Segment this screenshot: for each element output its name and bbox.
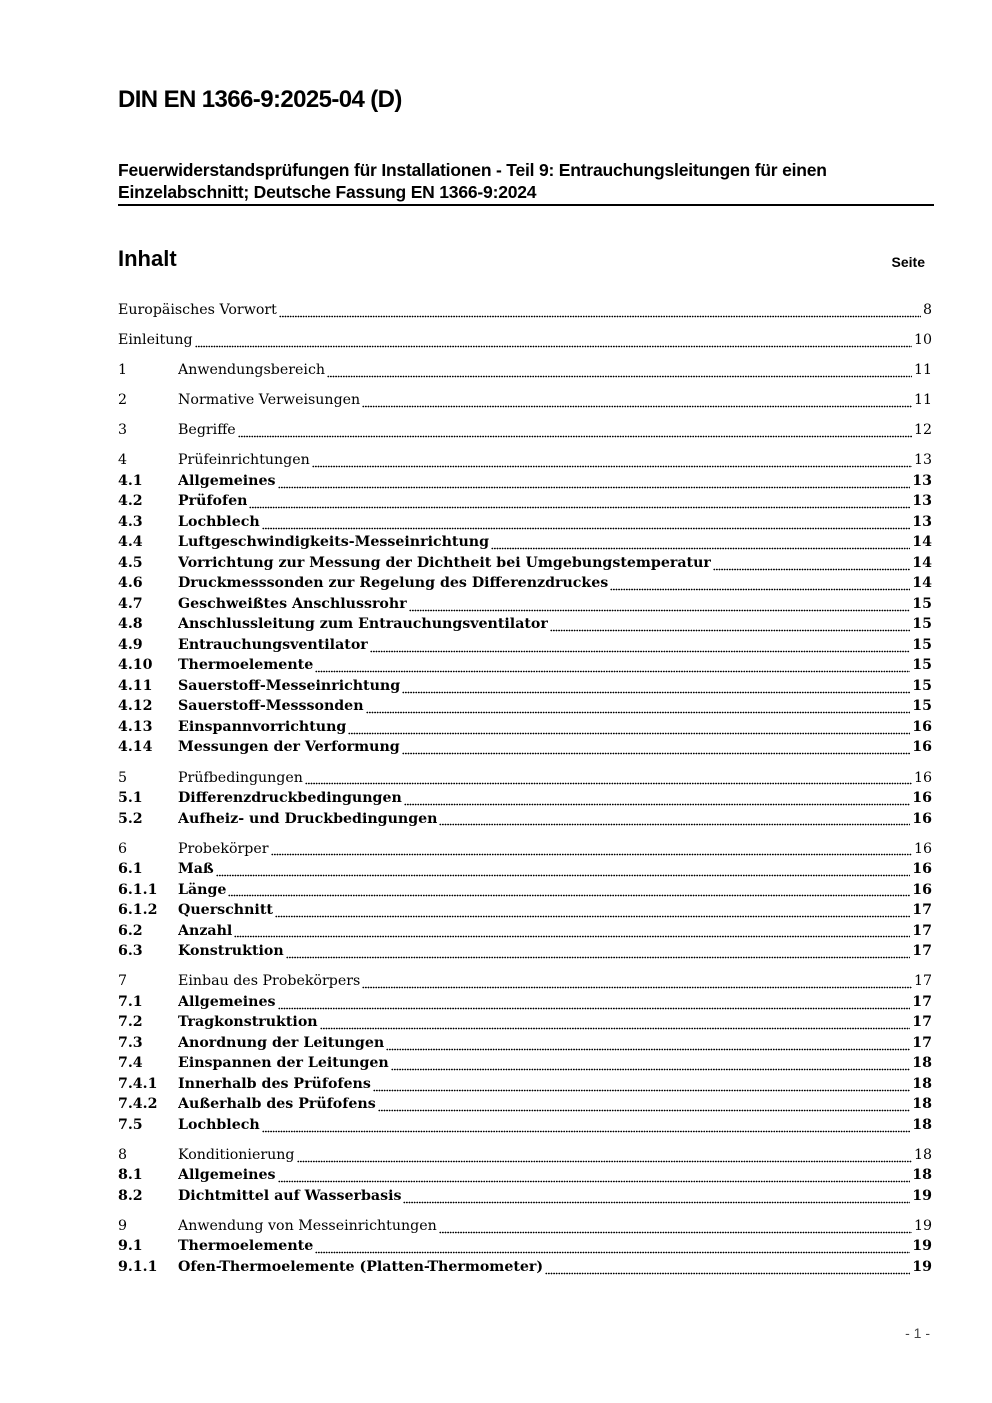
toc-dot-leader xyxy=(391,1053,911,1074)
toc-entry-line xyxy=(178,491,932,512)
toc-entry-title: Allgemeines xyxy=(178,1167,276,1184)
title-divider xyxy=(118,204,934,206)
toc-entry-number: 4.14 xyxy=(118,739,153,756)
toc-entry-title: Probekörper xyxy=(178,840,269,857)
toc-entry-line xyxy=(178,1074,932,1095)
toc-entry[interactable] xyxy=(118,1257,932,1278)
toc-dot-leader xyxy=(315,1236,910,1257)
toc-entry-page: 14 xyxy=(912,534,932,551)
toc-entry[interactable] xyxy=(118,768,932,789)
toc-entry-page: 11 xyxy=(913,392,932,409)
toc-entry-title: Einspannen der Leitungen xyxy=(178,1055,389,1072)
toc-dot-leader xyxy=(370,635,910,656)
toc-entry-number: 5.2 xyxy=(118,810,143,827)
toc-entry-number: 8.1 xyxy=(118,1167,143,1184)
toc-entry[interactable] xyxy=(118,1033,932,1054)
toc-entry-page: 17 xyxy=(912,922,932,939)
toc-entry-line xyxy=(178,717,932,738)
toc-entry[interactable] xyxy=(118,1115,932,1136)
toc-dot-leader xyxy=(373,1074,910,1095)
toc-entry-number: 4.9 xyxy=(118,636,143,653)
toc-dot-leader xyxy=(234,921,910,942)
toc-dot-leader xyxy=(312,450,912,471)
toc-entry-title: Lochblech xyxy=(178,1116,260,1133)
toc-entry-title: Europäisches Vorwort xyxy=(118,302,277,318)
toc-entry[interactable] xyxy=(118,717,932,738)
toc-entry-number: 8.2 xyxy=(118,1187,143,1204)
toc-entry-page: 18 xyxy=(912,1116,932,1133)
toc-entry[interactable] xyxy=(118,573,932,594)
toc-dot-leader xyxy=(545,1257,910,1278)
toc-entry-title: Anzahl xyxy=(178,922,233,939)
toc-entry-page: 17 xyxy=(912,902,932,919)
toc-dot-leader xyxy=(249,491,910,512)
toc-entry-number: 9.1.1 xyxy=(118,1258,158,1275)
toc-entry-page: 18 xyxy=(912,1055,932,1072)
toc-entry[interactable] xyxy=(118,635,932,656)
toc-entry-number: 4.10 xyxy=(118,657,153,674)
toc-entry-line xyxy=(178,450,932,471)
toc-entry[interactable] xyxy=(118,809,932,830)
toc-entry-title: Allgemeines xyxy=(178,472,276,489)
toc-entry[interactable] xyxy=(118,839,932,860)
toc-entry-number: 6.3 xyxy=(118,943,143,960)
toc-entry-page: 19 xyxy=(912,1187,932,1204)
toc-dot-leader xyxy=(366,696,911,717)
toc-entry-number: 6.1 xyxy=(118,861,143,878)
toc-entry-number: 6.1.2 xyxy=(118,902,158,919)
toc-entry[interactable] xyxy=(118,655,932,676)
toc-entry[interactable] xyxy=(118,594,932,615)
toc-entry-line xyxy=(178,390,932,411)
toc-entry-number: 4.13 xyxy=(118,718,153,735)
toc-entry-line xyxy=(178,839,932,860)
toc-dot-leader xyxy=(378,1094,911,1115)
toc-entry-title: Anwendung von Messeinrichtungen xyxy=(178,1217,437,1234)
toc-entry-page: 10 xyxy=(913,332,932,349)
toc-entry-number: 9 xyxy=(118,1217,128,1234)
toc-entry-title: Lochblech xyxy=(178,513,260,530)
document-title: DIN EN 1366-9:2025-04 (D) xyxy=(118,86,402,113)
toc-dot-leader xyxy=(327,360,912,381)
toc-entry-line xyxy=(178,941,932,962)
toc-entry[interactable] xyxy=(118,1186,932,1207)
toc-entry-line xyxy=(178,788,932,809)
page-number: - 1 - xyxy=(905,1325,930,1341)
toc-entry-page: 15 xyxy=(912,657,932,674)
toc-entry-title: Thermoelemente xyxy=(178,1238,314,1255)
toc-entry-title: Konstruktion xyxy=(178,943,284,960)
toc-entry-title: Einleitung xyxy=(118,332,193,349)
toc-entry-line xyxy=(178,921,932,942)
toc-entry-page: 15 xyxy=(912,698,932,715)
toc-entry[interactable] xyxy=(118,737,932,758)
toc-entry-number: 7.4.2 xyxy=(118,1096,158,1113)
toc-entry-line xyxy=(178,696,932,717)
toc-entry[interactable] xyxy=(118,1094,932,1115)
toc-entry[interactable] xyxy=(118,491,932,512)
toc-entry-line xyxy=(178,594,932,615)
toc-entry[interactable] xyxy=(118,880,932,901)
toc-entry-number: 7.5 xyxy=(118,1116,143,1133)
toc-entry-page: 16 xyxy=(912,810,932,827)
toc-entry-number: 5 xyxy=(118,769,128,786)
toc-entry-title: Ofen-Thermoelemente (Platten-Thermometer) xyxy=(178,1258,544,1275)
toc-entry-page: 16 xyxy=(912,739,932,756)
toc-dot-leader xyxy=(278,992,911,1013)
toc-entry-title: Prüfofen xyxy=(178,493,248,510)
toc-entry-title: Einbau des Probekörpers xyxy=(178,973,361,990)
toc-entry[interactable] xyxy=(118,788,932,809)
toc-entry-page: 14 xyxy=(912,554,932,571)
toc-entry-line xyxy=(178,512,932,533)
toc-dot-leader xyxy=(286,941,911,962)
toc-dot-leader xyxy=(403,1186,910,1207)
toc-entry-page: 14 xyxy=(912,575,932,592)
toc-dot-leader xyxy=(491,532,910,553)
toc-entry-number: 4.2 xyxy=(118,493,143,510)
toc-entry-page: 13 xyxy=(912,513,932,530)
toc-entry-title: Außerhalb des Prüfofens xyxy=(178,1096,376,1113)
toc-entry-page: 18 xyxy=(912,1167,932,1184)
toc-dot-leader xyxy=(305,768,912,789)
toc-dot-leader xyxy=(262,1115,911,1136)
toc-entry-number: 6.1.1 xyxy=(118,881,158,898)
toc-entry-line xyxy=(118,330,932,351)
toc-entry-title: Prüfeinrichtungen xyxy=(178,452,310,469)
toc-entry[interactable] xyxy=(118,1145,932,1166)
toc-entry-number: 7.4 xyxy=(118,1055,143,1072)
toc-entry-page: 19 xyxy=(912,1238,932,1255)
toc-entry-title: Anordnung der Leitungen xyxy=(178,1034,385,1051)
toc-entry-line xyxy=(178,1033,932,1054)
toc-dot-leader xyxy=(228,880,910,901)
toc-entry-title: Geschweißtes Anschlussrohr xyxy=(178,595,407,612)
toc-entry-line xyxy=(178,573,932,594)
toc-entry-title: Anwendungsbereich xyxy=(178,362,326,379)
toc-entry-number: 4.8 xyxy=(118,616,143,633)
toc-entry[interactable] xyxy=(118,900,932,921)
toc-entry-number: 6.2 xyxy=(118,922,143,939)
toc-dot-leader xyxy=(238,420,912,441)
toc-dot-leader xyxy=(362,971,912,992)
toc-entry-number: 4 xyxy=(118,452,128,469)
table-of-contents xyxy=(118,300,932,1277)
toc-entry-number: 7.3 xyxy=(118,1034,143,1051)
toc-entry-number: 4.1 xyxy=(118,472,143,489)
toc-entry-title: Vorrichtung zur Messung der Dichtheit bei Umgebungstemperatur xyxy=(178,554,711,571)
toc-entry[interactable] xyxy=(118,676,932,697)
toc-dot-leader xyxy=(348,717,910,738)
toc-entry-number: 1 xyxy=(118,362,128,379)
toc-entry-line xyxy=(178,1165,932,1186)
toc-dot-leader xyxy=(279,300,921,321)
toc-dot-leader xyxy=(713,553,910,574)
toc-entry-line xyxy=(178,1257,932,1278)
toc-entry-title: Aufheiz- und Druckbedingungen xyxy=(178,810,438,827)
toc-entry-line xyxy=(178,768,932,789)
toc-dot-leader xyxy=(439,809,910,830)
toc-entry-page: 18 xyxy=(912,1075,932,1092)
toc-entry[interactable] xyxy=(118,553,932,574)
toc-dot-leader xyxy=(262,512,911,533)
toc-entry[interactable] xyxy=(118,696,932,717)
toc-entry-page: 16 xyxy=(912,881,932,898)
toc-dot-leader xyxy=(610,573,910,594)
toc-entry[interactable] xyxy=(118,971,932,992)
toc-entry-title: Querschnitt xyxy=(178,902,273,919)
toc-entry[interactable] xyxy=(118,1165,932,1186)
toc-entry-title: Thermoelemente xyxy=(178,657,314,674)
toc-entry-line xyxy=(178,1053,932,1074)
toc-entry-line xyxy=(178,1094,932,1115)
toc-dot-leader xyxy=(320,1012,911,1033)
toc-entry-number: 7.4.1 xyxy=(118,1075,158,1092)
toc-entry[interactable] xyxy=(118,1216,932,1237)
toc-entry-line xyxy=(178,420,932,441)
toc-heading: Inhalt xyxy=(118,246,177,271)
toc-entry-title: Druckmesssonden zur Regelung des Differenzdruckes xyxy=(178,575,609,592)
toc-entry[interactable] xyxy=(118,941,932,962)
toc-entry-line xyxy=(178,1186,932,1207)
toc-entry-title: Dichtmittel auf Wasserbasis xyxy=(178,1187,402,1204)
toc-entry[interactable] xyxy=(118,1236,932,1257)
toc-entry-page: 17 xyxy=(912,943,932,960)
toc-dot-leader xyxy=(362,390,912,411)
toc-dot-leader xyxy=(402,676,910,697)
toc-entry-line xyxy=(178,1216,932,1237)
toc-entry-title: Entrauchungsventilator xyxy=(178,636,368,653)
toc-entry[interactable] xyxy=(118,1012,932,1033)
toc-entry-number: 7.1 xyxy=(118,993,143,1010)
toc-entry-line xyxy=(178,635,932,656)
toc-entry-page: 16 xyxy=(913,840,932,857)
toc-entry-line xyxy=(178,859,932,880)
toc-entry-line xyxy=(178,971,932,992)
toc-dot-leader xyxy=(404,788,910,809)
toc-entry-line xyxy=(178,880,932,901)
toc-entry-line xyxy=(178,1115,932,1136)
toc-entry-number: 4.5 xyxy=(118,554,143,571)
toc-entry[interactable] xyxy=(118,532,932,553)
toc-entry-number: 4.3 xyxy=(118,513,143,530)
toc-entry-page: 18 xyxy=(913,1146,932,1163)
toc-dot-leader xyxy=(275,900,910,921)
toc-entry-page: 13 xyxy=(912,493,932,510)
toc-dot-leader xyxy=(439,1216,912,1237)
toc-entry-number: 4.12 xyxy=(118,698,153,715)
toc-entry-title: Luftgeschwindigkeits-Messeinrichtung xyxy=(178,534,490,551)
toc-dot-leader xyxy=(386,1033,910,1054)
toc-dot-leader xyxy=(402,737,911,758)
toc-entry-number: 9.1 xyxy=(118,1238,143,1255)
toc-entry-title: Tragkonstruktion xyxy=(178,1014,318,1031)
toc-entry-number: 4.7 xyxy=(118,595,143,612)
toc-entry-number: 7.2 xyxy=(118,1014,143,1031)
toc-entry[interactable] xyxy=(118,859,932,880)
toc-entry-number: 5.1 xyxy=(118,790,143,807)
toc-entry[interactable] xyxy=(118,450,932,471)
toc-entry-title: Innerhalb des Prüfofens xyxy=(178,1075,371,1092)
toc-entry-title: Maß xyxy=(178,861,214,878)
toc-dot-leader xyxy=(409,594,911,615)
toc-dot-leader xyxy=(278,471,911,492)
toc-entry-line xyxy=(178,1012,932,1033)
toc-entry-line xyxy=(178,614,932,635)
toc-entry-title: Messungen der Verformung xyxy=(178,739,400,756)
toc-entry-page: 11 xyxy=(913,362,932,379)
toc-entry-number: 3 xyxy=(118,422,128,439)
toc-entry-title: Normative Verweisungen xyxy=(178,392,361,409)
toc-entry[interactable] xyxy=(118,330,932,351)
toc-entry-number: 4.6 xyxy=(118,575,143,592)
toc-entry-line xyxy=(178,900,932,921)
toc-entry-page: 17 xyxy=(913,973,932,990)
toc-entry[interactable] xyxy=(118,300,932,321)
toc-entry-page: 13 xyxy=(913,452,932,469)
toc-entry-page: 17 xyxy=(912,1034,932,1051)
toc-entry[interactable] xyxy=(118,390,932,411)
toc-entry-line xyxy=(178,992,932,1013)
document-subtitle: Feuerwiderstandsprüfungen für Installationen - Teil 9: Entrauchungsleitungen für einen Einzelabschnitt; Deutsche Fassung EN 1366-9:2024 xyxy=(118,160,827,202)
toc-entry-number: 7 xyxy=(118,973,128,990)
toc-entry[interactable] xyxy=(118,614,932,635)
toc-entry-line xyxy=(178,809,932,830)
toc-entry[interactable] xyxy=(118,1053,932,1074)
toc-entry-page: 19 xyxy=(913,1217,932,1234)
toc-entry-page: 8 xyxy=(922,302,932,318)
toc-entry-page: 16 xyxy=(912,861,932,878)
toc-entry-page: 12 xyxy=(913,422,932,439)
toc-entry[interactable] xyxy=(118,360,932,381)
toc-entry-page: 19 xyxy=(912,1258,932,1275)
toc-entry-title: Begriffe xyxy=(178,422,236,439)
page-column-label: Seite xyxy=(891,254,925,270)
toc-dot-leader xyxy=(315,655,910,676)
toc-entry-line xyxy=(178,471,932,492)
toc-entry-title: Einspannvorrichtung xyxy=(178,718,347,735)
toc-entry-number: 4.4 xyxy=(118,534,143,551)
toc-entry[interactable] xyxy=(118,471,932,492)
toc-entry-title: Anschlussleitung zum Entrauchungsventilator xyxy=(178,616,548,633)
toc-entry-title: Prüfbedingungen xyxy=(178,769,303,786)
toc-entry-line xyxy=(178,360,932,381)
toc-entry[interactable] xyxy=(118,420,932,441)
toc-entry-number: 8 xyxy=(118,1146,128,1163)
toc-dot-leader xyxy=(216,859,911,880)
toc-entry-page: 15 xyxy=(912,636,932,653)
toc-entry-page: 15 xyxy=(912,677,932,694)
toc-entry-line xyxy=(118,300,932,321)
toc-dot-leader xyxy=(297,1145,912,1166)
toc-entry-number: 6 xyxy=(118,840,128,857)
toc-entry-title: Sauerstoff-Messsonden xyxy=(178,698,364,715)
toc-dot-leader xyxy=(550,614,910,635)
toc-dot-leader xyxy=(278,1165,911,1186)
toc-entry-line xyxy=(178,1145,932,1166)
toc-entry-title: Sauerstoff-Messeinrichtung xyxy=(178,677,401,694)
toc-entry-page: 17 xyxy=(912,1014,932,1031)
toc-entry[interactable] xyxy=(118,921,932,942)
toc-entry-line xyxy=(178,1236,932,1257)
toc-entry-page: 15 xyxy=(912,616,932,633)
toc-entry-line xyxy=(178,553,932,574)
toc-entry-line xyxy=(178,737,932,758)
toc-entry-line xyxy=(178,676,932,697)
toc-entry[interactable] xyxy=(118,992,932,1013)
toc-entry-title: Konditionierung xyxy=(178,1146,295,1163)
toc-entry-page: 16 xyxy=(912,790,932,807)
toc-entry-page: 16 xyxy=(912,718,932,735)
toc-entry[interactable] xyxy=(118,512,932,533)
toc-entry-line xyxy=(178,532,932,553)
toc-entry-page: 16 xyxy=(913,769,932,786)
toc-entry-page: 13 xyxy=(912,472,932,489)
toc-entry-title: Differenzdruckbedingungen xyxy=(178,790,402,807)
toc-entry-page: 18 xyxy=(912,1096,932,1113)
toc-dot-leader xyxy=(271,839,912,860)
toc-entry-page: 17 xyxy=(912,993,932,1010)
toc-entry-title: Allgemeines xyxy=(178,993,276,1010)
toc-dot-leader xyxy=(195,330,912,351)
toc-entry-line xyxy=(178,655,932,676)
toc-entry-page: 15 xyxy=(912,595,932,612)
toc-entry-number: 2 xyxy=(118,392,128,409)
toc-entry[interactable] xyxy=(118,1074,932,1095)
toc-entry-number: 4.11 xyxy=(118,677,153,694)
toc-entry-title: Länge xyxy=(178,881,227,898)
